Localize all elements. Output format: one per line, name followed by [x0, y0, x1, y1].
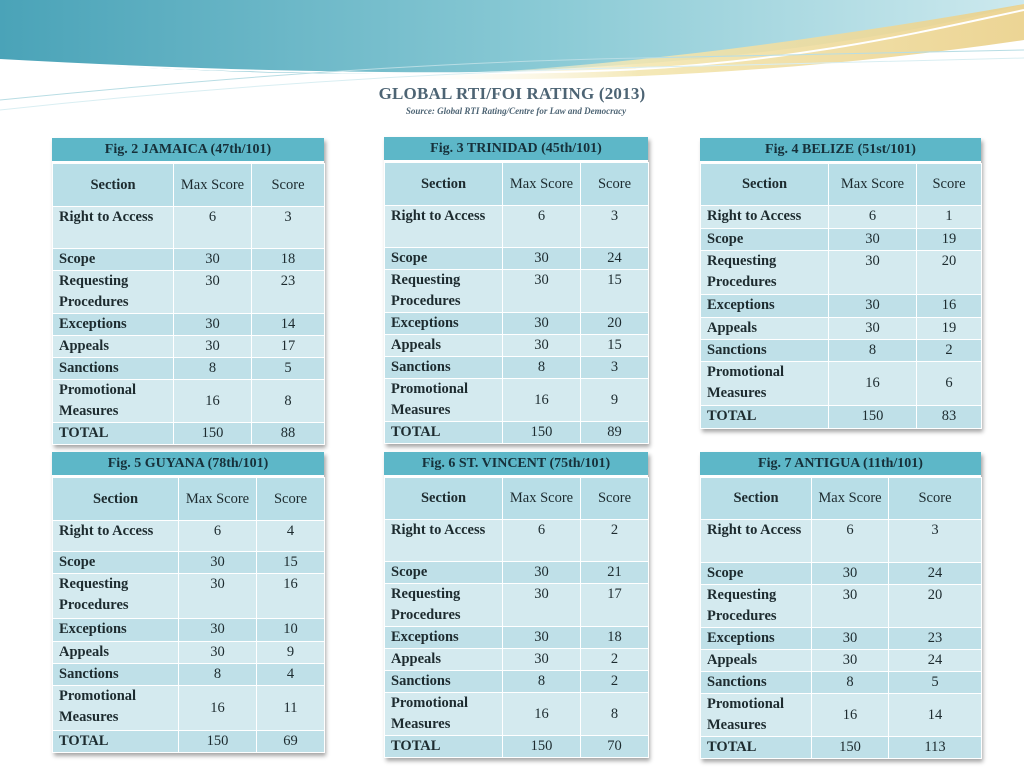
row-label: Exceptions: [701, 628, 812, 650]
col-header-max: Max Score: [179, 478, 257, 521]
row-max: 8: [829, 340, 917, 362]
row-max: 6: [812, 520, 889, 563]
row-label: TOTAL: [53, 423, 174, 445]
row-max: 30: [503, 649, 581, 671]
score-table: [52, 163, 325, 445]
row-max: 30: [812, 585, 889, 628]
row-score: 23: [889, 628, 982, 650]
row-label: Sanctions: [701, 340, 829, 362]
row-label: Promotional Measures: [385, 693, 503, 736]
row-score: 88: [252, 423, 325, 445]
row-score: 3: [252, 207, 325, 249]
row-label: Requesting Procedures: [701, 585, 812, 628]
row-max: 30: [829, 295, 917, 318]
row-max: 8: [503, 671, 581, 693]
row-max: 16: [179, 686, 257, 731]
row-score: 9: [257, 642, 325, 664]
page-title: GLOBAL RTI/FOI RATING (2013): [378, 84, 646, 103]
row-max: 6: [829, 206, 917, 229]
row-score: 16: [257, 574, 325, 619]
fig-panel-guyana: [52, 452, 324, 753]
row-max: 150: [179, 731, 257, 753]
fig-title: Fig. 4 BELIZE (51st/101): [700, 138, 981, 163]
score-table: [384, 162, 649, 444]
row-label: Sanctions: [701, 672, 812, 694]
row-label: Sanctions: [385, 671, 503, 693]
row-label: Exceptions: [385, 627, 503, 649]
row-score: 113: [889, 737, 982, 759]
row-score: 2: [917, 340, 982, 362]
row-label: Right to Access: [385, 520, 503, 562]
row-max: 150: [503, 736, 581, 758]
row-score: 2: [581, 649, 649, 671]
row-label: Scope: [701, 229, 829, 251]
row-max: 6: [174, 207, 252, 249]
fig-panel-st-vincent: [384, 452, 648, 758]
row-score: 6: [917, 362, 982, 406]
col-header-max: Max Score: [503, 478, 581, 520]
row-score: 20: [917, 251, 982, 295]
row-score: 23: [252, 271, 325, 314]
row-label: Right to Access: [53, 207, 174, 249]
col-header-section: Section: [701, 478, 812, 520]
fig-panel-antigua: [700, 452, 981, 759]
col-header-section: Section: [385, 163, 503, 206]
row-max: 30: [503, 313, 581, 335]
row-score: 19: [917, 229, 982, 251]
row-max: 30: [503, 562, 581, 584]
row-score: 16: [917, 295, 982, 318]
row-score: 4: [257, 521, 325, 552]
col-header-score: Score: [257, 478, 325, 521]
row-score: 1: [917, 206, 982, 229]
row-label: Scope: [53, 552, 179, 574]
row-score: 8: [581, 693, 649, 736]
row-score: 5: [252, 358, 325, 380]
row-max: 30: [174, 271, 252, 314]
col-header-max: Max Score: [829, 164, 917, 206]
row-score: 89: [581, 422, 649, 444]
row-max: 30: [179, 552, 257, 574]
row-max: 8: [179, 664, 257, 686]
row-score: 15: [581, 335, 649, 357]
fig-title: Fig. 5 GUYANA (78th/101): [52, 452, 324, 477]
row-label: Right to Access: [701, 520, 812, 563]
row-score: 19: [917, 318, 982, 340]
row-label: TOTAL: [701, 737, 812, 759]
row-score: 5: [889, 672, 982, 694]
row-label: Right to Access: [53, 521, 179, 552]
row-max: 8: [503, 357, 581, 379]
row-score: 10: [257, 619, 325, 642]
fig-title: Fig. 2 JAMAICA (47th/101): [52, 138, 324, 163]
row-label: Exceptions: [701, 295, 829, 318]
row-label: Scope: [385, 562, 503, 584]
row-score: 24: [889, 650, 982, 672]
row-label: TOTAL: [701, 406, 829, 429]
row-score: 14: [889, 694, 982, 737]
row-max: 16: [174, 380, 252, 423]
row-label: Sanctions: [53, 358, 174, 380]
col-header-score: Score: [581, 478, 649, 520]
row-label: Promotional Measures: [701, 694, 812, 737]
row-label: Exceptions: [53, 619, 179, 642]
score-table: [700, 163, 982, 429]
row-score: 3: [581, 206, 649, 248]
row-score: 24: [581, 248, 649, 270]
col-header-score: Score: [889, 478, 982, 520]
row-score: 83: [917, 406, 982, 429]
row-max: 16: [812, 694, 889, 737]
fig-panel-jamaica: [52, 138, 324, 445]
row-label: Promotional Measures: [701, 362, 829, 406]
row-score: 17: [252, 336, 325, 358]
row-score: 21: [581, 562, 649, 584]
row-score: 3: [889, 520, 982, 563]
col-header-score: Score: [581, 163, 649, 206]
row-label: Scope: [385, 248, 503, 270]
score-table: [700, 477, 982, 759]
col-header-max: Max Score: [174, 164, 252, 207]
row-score: 18: [581, 627, 649, 649]
row-max: 30: [174, 249, 252, 271]
row-score: 15: [257, 552, 325, 574]
row-label: Scope: [701, 563, 812, 585]
row-label: Appeals: [53, 642, 179, 664]
row-label: Promotional Measures: [385, 379, 503, 422]
row-score: 69: [257, 731, 325, 753]
row-max: 8: [174, 358, 252, 380]
row-label: TOTAL: [385, 422, 503, 444]
row-label: Exceptions: [385, 313, 503, 335]
row-max: 30: [503, 584, 581, 627]
row-max: 6: [503, 520, 581, 562]
row-score: 4: [257, 664, 325, 686]
row-label: Appeals: [701, 318, 829, 340]
col-header-max: Max Score: [812, 478, 889, 520]
row-label: TOTAL: [53, 731, 179, 753]
row-score: 24: [889, 563, 982, 585]
row-label: Appeals: [701, 650, 812, 672]
row-max: 30: [179, 574, 257, 619]
col-header-section: Section: [385, 478, 503, 520]
row-label: Requesting Procedures: [385, 270, 503, 313]
fig-title: Fig. 6 ST. VINCENT (75th/101): [384, 452, 648, 477]
col-header-score: Score: [917, 164, 982, 206]
score-table: [384, 477, 649, 758]
row-max: 30: [829, 251, 917, 295]
row-score: 14: [252, 314, 325, 336]
row-max: 6: [179, 521, 257, 552]
row-score: 2: [581, 520, 649, 562]
row-max: 30: [503, 270, 581, 313]
col-header-max: Max Score: [503, 163, 581, 206]
row-max: 30: [503, 627, 581, 649]
row-label: TOTAL: [385, 736, 503, 758]
row-label: Appeals: [385, 649, 503, 671]
row-max: 16: [503, 379, 581, 422]
fig-title: Fig. 3 TRINIDAD (45th/101): [384, 137, 648, 162]
row-max: 150: [829, 406, 917, 429]
row-max: 150: [174, 423, 252, 445]
row-max: 30: [812, 563, 889, 585]
row-score: 70: [581, 736, 649, 758]
row-label: Appeals: [385, 335, 503, 357]
row-label: Promotional Measures: [53, 686, 179, 731]
row-score: 20: [581, 313, 649, 335]
fig-panel-trinidad: [384, 137, 648, 444]
row-max: 30: [812, 650, 889, 672]
row-max: 30: [812, 628, 889, 650]
row-max: 30: [503, 248, 581, 270]
row-label: Right to Access: [385, 206, 503, 248]
row-score: 20: [889, 585, 982, 628]
row-max: 30: [179, 642, 257, 664]
row-label: Promotional Measures: [53, 380, 174, 423]
row-max: 150: [812, 737, 889, 759]
col-header-section: Section: [53, 164, 174, 207]
row-max: 30: [174, 336, 252, 358]
row-max: 30: [829, 318, 917, 340]
row-label: Requesting Procedures: [53, 271, 174, 314]
row-score: 18: [252, 249, 325, 271]
row-label: Scope: [53, 249, 174, 271]
row-max: 30: [174, 314, 252, 336]
row-max: 6: [503, 206, 581, 248]
page-source: Source: Global RTI Rating/Centre for Law and Democracy: [405, 106, 627, 116]
row-score: 17: [581, 584, 649, 627]
row-score: 3: [581, 357, 649, 379]
row-score: 11: [257, 686, 325, 731]
row-score: 8: [252, 380, 325, 423]
row-label: Sanctions: [385, 357, 503, 379]
row-max: 8: [812, 672, 889, 694]
score-table: [52, 477, 325, 753]
row-label: Requesting Procedures: [385, 584, 503, 627]
row-max: 16: [829, 362, 917, 406]
col-header-section: Section: [53, 478, 179, 521]
row-score: 2: [581, 671, 649, 693]
fig-title: Fig. 7 ANTIGUA (11th/101): [700, 452, 981, 477]
col-header-score: Score: [252, 164, 325, 207]
row-label: Sanctions: [53, 664, 179, 686]
row-label: Requesting Procedures: [701, 251, 829, 295]
col-header-section: Section: [701, 164, 829, 206]
row-label: Exceptions: [53, 314, 174, 336]
row-max: 16: [503, 693, 581, 736]
row-label: Right to Access: [701, 206, 829, 229]
fig-panel-belize: [700, 138, 981, 429]
row-max: 30: [829, 229, 917, 251]
row-score: 15: [581, 270, 649, 313]
row-max: 30: [503, 335, 581, 357]
row-label: Appeals: [53, 336, 174, 358]
row-label: Requesting Procedures: [53, 574, 179, 619]
row-score: 9: [581, 379, 649, 422]
row-max: 30: [179, 619, 257, 642]
row-max: 150: [503, 422, 581, 444]
